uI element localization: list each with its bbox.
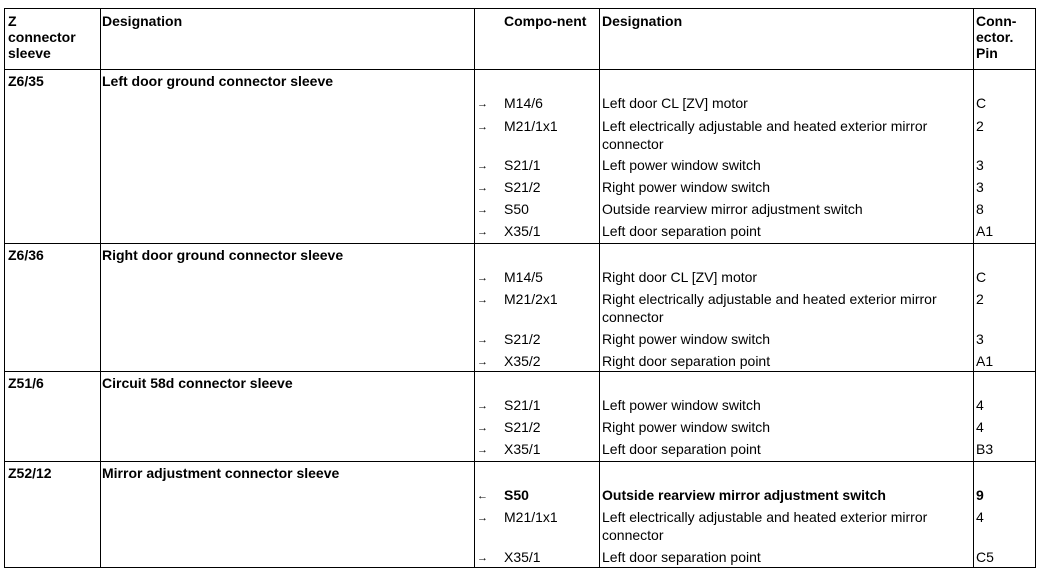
component-designation: Outside rearview mirror adjustment switch [602, 201, 863, 217]
component-code: M14/6 [504, 95, 543, 111]
arrow-icon: → [477, 182, 488, 194]
header-line: Z [8, 13, 17, 29]
connector-pin: C [976, 95, 987, 111]
sleeve-title: Right door ground connector sleeve [102, 247, 344, 263]
component-designation: Right power window switch [602, 331, 771, 347]
connector-sleeve-table [4, 8, 1036, 568]
header-designation: Designation [602, 13, 683, 29]
arrow-icon: → [477, 294, 488, 306]
column-divider [599, 9, 600, 567]
header-component: Compo-nent [504, 13, 587, 29]
header-line: connector [8, 29, 76, 45]
header-connector-pin [976, 13, 1016, 61]
column-divider [474, 9, 475, 567]
component-code: S50 [504, 487, 529, 503]
arrow-icon: → [477, 98, 488, 110]
section-divider [5, 243, 1035, 244]
connector-pin: 8 [976, 201, 984, 217]
connector-pin: 4 [976, 509, 984, 525]
component-code: M21/1x1 [504, 509, 558, 525]
connector-pin: 3 [976, 179, 984, 195]
sleeve-id: Z51/6 [8, 375, 44, 391]
arrow-icon: → [477, 552, 488, 564]
component-designation: Left power window switch [602, 397, 761, 413]
connector-pin: A1 [976, 353, 994, 369]
component-designation: Left electrically adjustable and heated exterior mirror connector [602, 509, 928, 543]
arrow-icon: ← [477, 490, 488, 502]
connector-pin: B3 [976, 441, 994, 457]
sleeve-id: Z6/35 [8, 73, 44, 89]
header-divider [5, 69, 1035, 70]
section-divider [5, 461, 1035, 462]
sleeve-title: Circuit 58d connector sleeve [102, 375, 293, 391]
component-designation: Left power window switch [602, 157, 761, 173]
header-line: sleeve [8, 45, 51, 61]
header-line: ector. [976, 29, 1014, 45]
connector-pin: C5 [976, 549, 994, 565]
arrow-icon: → [477, 444, 488, 456]
connector-pin: 3 [976, 157, 984, 173]
connector-pin: 2 [976, 291, 984, 307]
connector-pin: 3 [976, 331, 984, 347]
arrow-icon: → [477, 226, 488, 238]
header-z-connector-sleeve [8, 13, 76, 61]
column-divider [100, 9, 101, 567]
component-designation: Right door separation point [602, 353, 771, 369]
component-code: S21/1 [504, 157, 541, 173]
component-code: X35/1 [504, 223, 541, 239]
header-line: Pin [976, 45, 998, 61]
connector-pin: C [976, 269, 987, 285]
arrow-icon: → [477, 204, 488, 216]
sleeve-title: Mirror adjustment connector sleeve [102, 465, 340, 481]
connector-pin: 4 [976, 419, 984, 435]
component-code: S50 [504, 201, 529, 217]
arrow-icon: → [477, 512, 488, 524]
component-code: X35/2 [504, 353, 541, 369]
component-code: S21/2 [504, 179, 541, 195]
arrow-icon: → [477, 334, 488, 346]
arrow-icon: → [477, 400, 488, 412]
header-designation: Designation [102, 13, 183, 29]
component-designation: Left electrically adjustable and heated exterior mirror connector [602, 118, 928, 152]
component-code: X35/1 [504, 549, 541, 565]
component-code: S21/2 [504, 419, 541, 435]
component-designation: Right power window switch [602, 179, 771, 195]
arrow-icon: → [477, 356, 488, 368]
header-line: Conn- [976, 13, 1017, 29]
component-code: M14/5 [504, 269, 543, 285]
component-designation: Right door CL [ZV] motor [602, 269, 758, 285]
arrow-icon: → [477, 422, 488, 434]
component-designation: Left door separation point [602, 549, 761, 565]
component-code: M21/2x1 [504, 291, 558, 307]
arrow-icon: → [477, 160, 488, 172]
section-divider [5, 371, 1035, 372]
component-code: S21/1 [504, 397, 541, 413]
connector-pin: 9 [976, 487, 984, 503]
component-code: X35/1 [504, 441, 541, 457]
connector-pin: 2 [976, 118, 984, 134]
sleeve-id: Z52/12 [8, 465, 52, 481]
arrow-icon: → [477, 272, 488, 284]
connector-pin: A1 [976, 223, 994, 239]
component-code: S21/2 [504, 331, 541, 347]
sleeve-title: Left door ground connector sleeve [102, 73, 334, 89]
arrow-icon: → [477, 121, 488, 133]
component-designation: Left door separation point [602, 223, 761, 239]
sleeve-id: Z6/36 [8, 247, 44, 263]
component-designation: Right electrically adjustable and heated exterior mirror connector [602, 291, 937, 325]
component-code: M21/1x1 [504, 118, 558, 134]
component-designation: Left door separation point [602, 441, 761, 457]
component-designation: Outside rearview mirror adjustment switch [602, 487, 886, 503]
column-divider [973, 9, 974, 567]
component-designation: Right power window switch [602, 419, 771, 435]
component-designation: Left door CL [ZV] motor [602, 95, 748, 111]
connector-pin: 4 [976, 397, 984, 413]
